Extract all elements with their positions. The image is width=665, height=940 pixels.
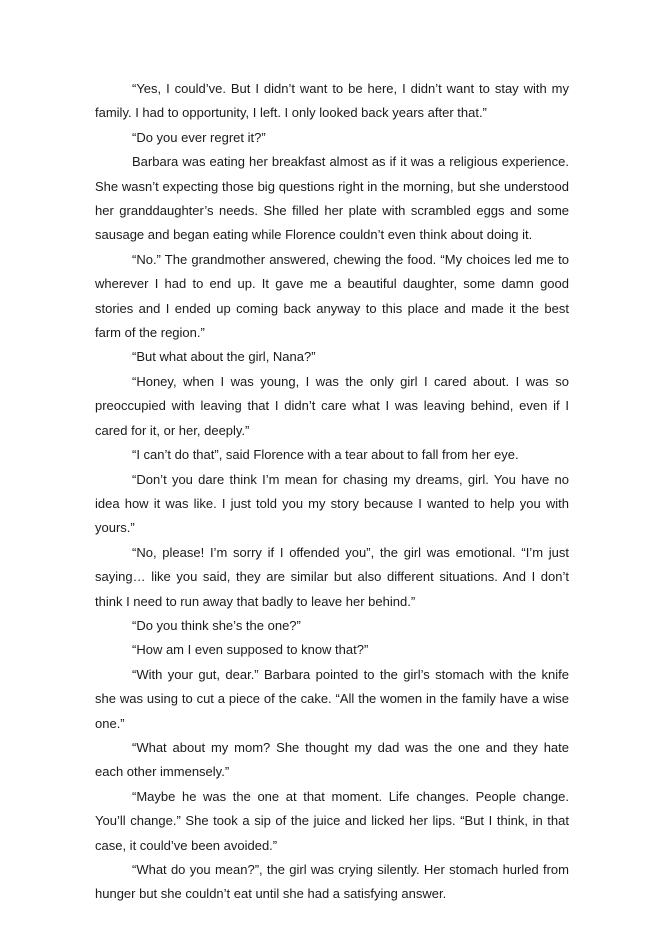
paragraph: “Do you think she’s the one?” — [132, 617, 301, 633]
paragraph: “Honey, when I was young, I was the only girl I cared about. I was so preoccupied with leaving that I didn’t care what I was leaving behind, even if I cared for it, or her, deeply.” — [95, 373, 569, 438]
paragraph: “With your gut, dear.” Barbara pointed to the girl’s stomach with the knife she was using to cut a piece of the cake. “All the women in the family have a wise one.” — [95, 666, 569, 731]
paragraph: Barbara was eating her breakfast almost as if it was a religious experience. She wasn’t expecting those big questions right in the morning, but she understood her granddaughter’s needs. She filled her plate with scrambled eggs and some sausage and began eating while Florence couldn’t even think about doing it. — [95, 154, 569, 243]
paragraph: “No, please! I’m sorry if I offended you”, the girl was emotional. “I’m just saying… like you said, they are similar but also different situations. And I don’t think I need to run away that badly to leave her behind.” — [95, 544, 569, 609]
paragraph: “How am I even supposed to know that?” — [132, 642, 369, 658]
paragraph: “No.” The grandmother answered, chewing the food. “My choices led me to wherever I had to end up. It gave me a beautiful daughter, some damn good stories and I ended up coming back anyway to this place and made it the best farm of the region.” — [95, 251, 569, 341]
document-page — [95, 77, 569, 907]
paragraph: “I can’t do that”, said Florence with a tear about to fall from her eye. — [132, 447, 519, 463]
paragraph: “Maybe he was the one at that moment. Life changes. People change. You’ll change.” She took a sip of the juice and licked her lips. “But I think, in that case, it could’ve been avoided.” — [95, 788, 569, 853]
paragraph: “Do you ever regret it?” — [132, 129, 266, 145]
paragraph: “Yes, I could’ve. But I didn’t want to be here, I didn’t want to stay with my family. I had to opportunity, I left. I only looked back years after that.” — [95, 81, 569, 121]
paragraph: “Don’t you dare think I’m mean for chasing my dreams, girl. You have no idea how it was like. I just told you my story because I wanted to help you with yours.” — [95, 471, 569, 536]
paragraph: “What do you mean?”, the girl was crying silently. Her stomach hurled from hunger but she couldn’t eat until she had a satisfying answer. — [95, 862, 569, 902]
paragraph: “What about my mom? She thought my dad was the one and they hate each other immensely.” — [95, 739, 569, 780]
paragraph: “But what about the girl, Nana?” — [132, 349, 316, 365]
